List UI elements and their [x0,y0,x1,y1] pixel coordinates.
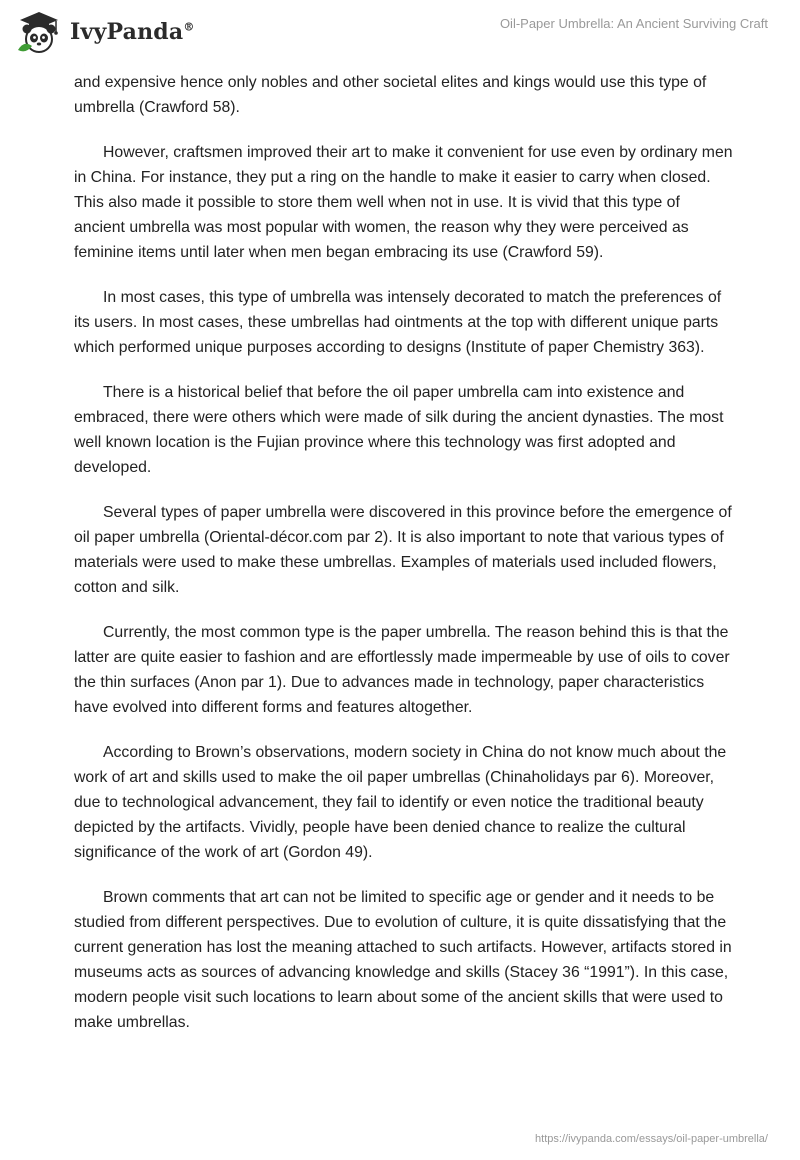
paragraph-6: Currently, the most common type is the paper umbrella. The reason behind this is that the latter are quite easier to fashion and are effortlessly made impermeable by use of oils to cover the thin surfaces (Anon par 1). Due to advances made in technology, paper characteristics have evolved into different forms and features altogether. [74,624,730,716]
paragraph-2: However, craftsmen improved their art to make it convenient for use even by ordinary men in China. For instance, they put a ring on the handle to make it easier to carry when closed. This also made it possible to store them well when not in use. It is vivid that this type of ancient umbrella was most popular with women, the reason why they were perceived as feminine items until later when men began embracing its use (Crawford 59). [74,144,733,261]
paragraph-4: There is a historical belief that before the oil paper umbrella cam into existence and embraced, there were others which were made of silk during the ancient dynasties. The most well known location is the Fujian province where this technology was first adopted and developed. [74,384,724,476]
paragraph-7: According to Brown’s observations, modern society in China do not know much about the work of art and skills used to make the oil paper umbrellas (Chinaholidays par 6). Moreover, due to technological advancement, they fail to identify or even notice the traditional beauty depicted by the artifacts. Vividly, people have been denied chance to realize the cultural significance of the work of art (Gordon 49). [74,744,727,861]
ivypanda-logo[interactable] [14,8,195,56]
page-header [0,0,800,64]
panda-graduate-icon [14,10,64,54]
paragraph-1: and expensive hence only nobles and other societal elites and kings would use this type of umbrella (Crawford 58). [74,74,707,116]
paragraph-3: In most cases, this type of umbrella was intensely decorated to match the preferences of its users. In most cases, these umbrellas had ointments at the top with different unique parts which performed unique purposes according to designs (Institute of paper Chemistry 363). [74,289,722,356]
paragraph-5: Several types of paper umbrella were discovered in this province before the emergence of oil paper umbrella (Oriental-décor.com par 2). It is also important to note that various types of materials were used to make these umbrellas. Examples of materials used included flowers, cotton and silk. [74,504,732,596]
paragraph-8: Brown comments that art can not be limited to specific age or gender and it needs to be studied from different perspectives. Due to evolution of culture, it is quite dissatisfying that the current generation has lost the meaning attached to such artifacts. However, artifacts stored in museums acts as sources of advancing knowledge and skills (Stacey 36 “1991”). In this case, modern people visit such locations to learn about some of the ancient skills that were used to make umbrellas. [74,889,732,1031]
essay-body [74,70,734,1055]
document-title: Oil-Paper Umbrella: An Ancient Surviving Craft [499,16,768,31]
brand-name: IvyPanda® [70,19,195,45]
source-url-link[interactable]: https://ivypanda.com/essays/oil-paper-umbrella/ [535,1133,768,1145]
